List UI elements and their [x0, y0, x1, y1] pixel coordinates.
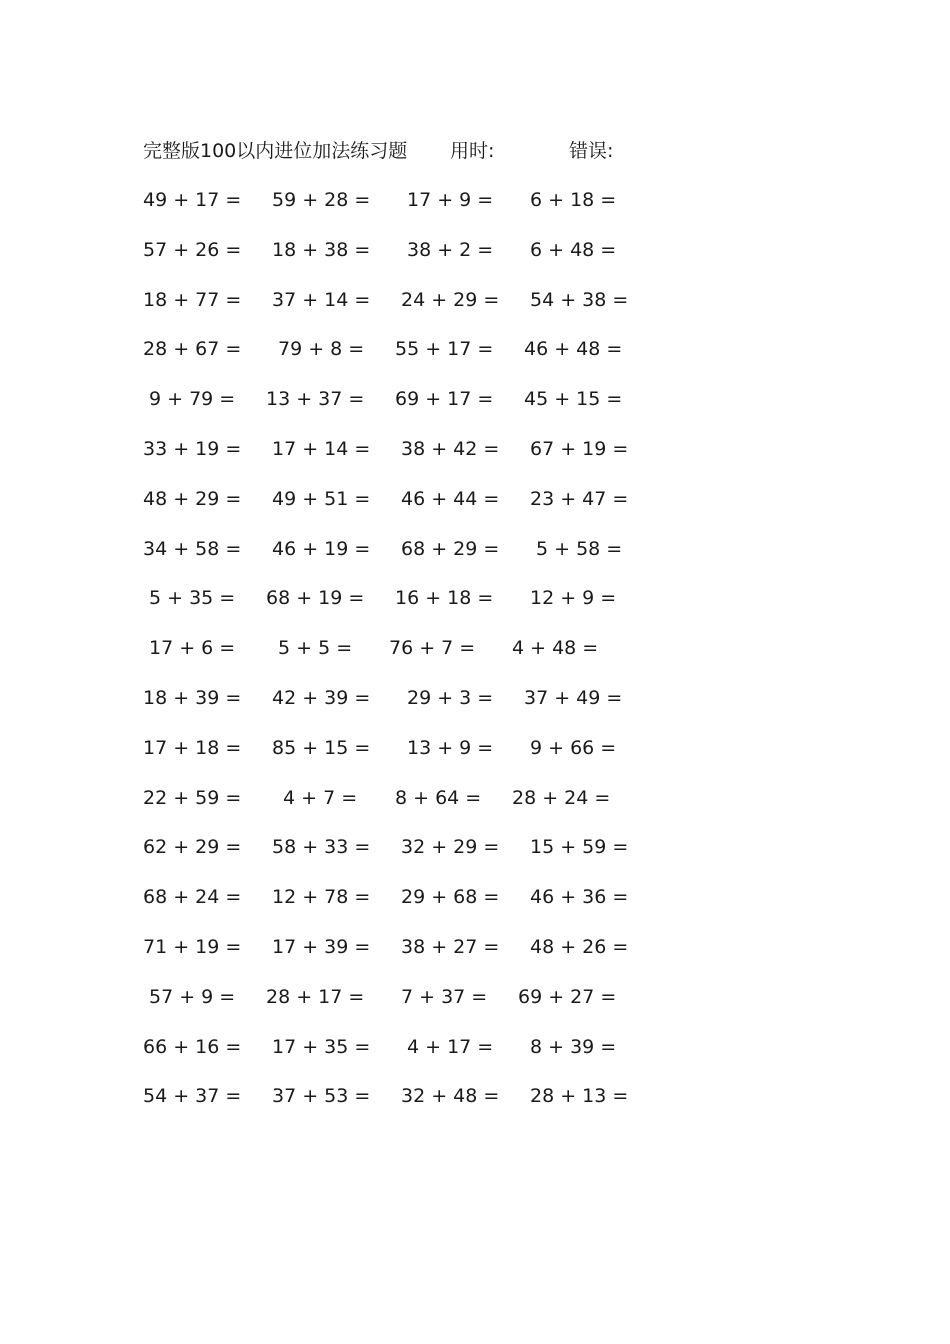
addition-problem: 67 + 19 =	[530, 437, 629, 460]
addition-problem: 4 + 7 =	[283, 786, 358, 809]
addition-problem: 12 + 78 =	[272, 886, 371, 909]
time-used-label: 用时:	[450, 140, 495, 162]
problem-row	[143, 581, 663, 631]
problem-row	[143, 382, 663, 432]
addition-problem: 12 + 9 =	[530, 587, 617, 610]
addition-problem: 62 + 29 =	[143, 836, 242, 859]
problem-row	[143, 830, 663, 880]
addition-problem: 46 + 44 =	[401, 487, 500, 510]
addition-problem: 57 + 9 =	[149, 985, 236, 1008]
addition-problem: 42 + 39 =	[272, 686, 371, 709]
addition-problem: 34 + 58 =	[143, 537, 242, 560]
problem-row	[143, 183, 663, 233]
addition-problem: 17 + 39 =	[272, 935, 371, 958]
addition-problem: 71 + 19 =	[143, 935, 242, 958]
problem-row	[143, 980, 663, 1030]
error-count-label: 错误:	[569, 140, 614, 162]
addition-problem: 45 + 15 =	[524, 388, 623, 411]
addition-problem: 58 + 33 =	[272, 836, 371, 859]
addition-problem: 54 + 37 =	[143, 1085, 242, 1108]
addition-problem: 17 + 35 =	[272, 1035, 371, 1058]
addition-problem: 29 + 68 =	[401, 886, 500, 909]
addition-problem: 28 + 17 =	[266, 985, 365, 1008]
addition-problem: 48 + 26 =	[530, 935, 629, 958]
addition-problem: 33 + 19 =	[143, 437, 242, 460]
problem-row	[143, 930, 663, 980]
addition-problem: 13 + 37 =	[266, 388, 365, 411]
addition-problem: 17 + 14 =	[272, 437, 371, 460]
addition-problem: 37 + 49 =	[524, 686, 623, 709]
addition-problem: 48 + 29 =	[143, 487, 242, 510]
addition-problem: 7 + 37 =	[401, 985, 488, 1008]
addition-problem: 68 + 24 =	[143, 886, 242, 909]
addition-problem: 85 + 15 =	[272, 736, 371, 759]
addition-problem: 69 + 27 =	[518, 985, 617, 1008]
problem-row	[143, 482, 663, 532]
addition-problem: 17 + 6 =	[149, 637, 236, 660]
problem-row	[143, 631, 663, 681]
addition-problem: 6 + 48 =	[530, 238, 617, 261]
addition-problem: 24 + 29 =	[401, 288, 500, 311]
addition-problem: 38 + 42 =	[401, 437, 500, 460]
addition-problem: 9 + 79 =	[149, 388, 236, 411]
addition-problem: 68 + 29 =	[401, 537, 500, 560]
addition-problem: 4 + 17 =	[407, 1035, 494, 1058]
addition-problem: 5 + 35 =	[149, 587, 236, 610]
addition-problem: 38 + 27 =	[401, 935, 500, 958]
problem-row	[143, 1079, 663, 1129]
addition-problem: 32 + 48 =	[401, 1085, 500, 1108]
addition-problem: 57 + 26 =	[143, 238, 242, 261]
addition-problem: 66 + 16 =	[143, 1035, 242, 1058]
addition-problem: 29 + 3 =	[407, 686, 494, 709]
addition-problem: 17 + 18 =	[143, 736, 242, 759]
problem-row	[143, 283, 663, 333]
addition-problem: 18 + 77 =	[143, 288, 242, 311]
problem-row	[143, 731, 663, 781]
addition-problem: 38 + 2 =	[407, 238, 494, 261]
addition-problem: 32 + 29 =	[401, 836, 500, 859]
addition-problem: 16 + 18 =	[395, 587, 494, 610]
addition-problem: 4 + 48 =	[512, 637, 599, 660]
addition-problem: 79 + 8 =	[278, 338, 365, 361]
addition-problem: 76 + 7 =	[389, 637, 476, 660]
addition-problem: 69 + 17 =	[395, 388, 494, 411]
addition-problem: 8 + 64 =	[395, 786, 482, 809]
addition-problem: 8 + 39 =	[530, 1035, 617, 1058]
addition-problem: 46 + 48 =	[524, 338, 623, 361]
addition-problem: 49 + 17 =	[143, 189, 242, 211]
problem-row	[143, 781, 663, 831]
problem-row	[143, 681, 663, 731]
addition-problem: 13 + 9 =	[407, 736, 494, 759]
addition-problem: 17 + 9 =	[407, 189, 494, 211]
addition-problem: 68 + 19 =	[266, 587, 365, 610]
addition-problem: 15 + 59 =	[530, 836, 629, 859]
addition-problem: 5 + 58 =	[536, 537, 623, 560]
addition-problem: 37 + 14 =	[272, 288, 371, 311]
addition-problem: 28 + 13 =	[530, 1085, 629, 1108]
addition-problem: 49 + 51 =	[272, 487, 371, 510]
problem-row	[143, 532, 663, 582]
addition-problem: 28 + 67 =	[143, 338, 242, 361]
worksheet-title: 完整版100以内进位加法练习题	[143, 140, 408, 162]
problem-row	[143, 432, 663, 482]
addition-problem: 18 + 38 =	[272, 238, 371, 261]
addition-problem: 55 + 17 =	[395, 338, 494, 361]
addition-problem: 23 + 47 =	[530, 487, 629, 510]
addition-problem: 28 + 24 =	[512, 786, 611, 809]
problem-row	[143, 1030, 663, 1080]
addition-problem: 22 + 59 =	[143, 786, 242, 809]
problem-row	[143, 332, 663, 382]
addition-problem: 54 + 38 =	[530, 288, 629, 311]
problem-row	[143, 880, 663, 930]
addition-problem: 37 + 53 =	[272, 1085, 371, 1108]
problem-row	[143, 233, 663, 283]
problem-grid	[143, 183, 663, 1129]
addition-problem: 9 + 66 =	[530, 736, 617, 759]
addition-problem: 5 + 5 =	[278, 637, 353, 660]
addition-problem: 46 + 36 =	[530, 886, 629, 909]
addition-problem: 59 + 28 =	[272, 189, 371, 211]
addition-problem: 6 + 18 =	[530, 189, 617, 211]
addition-problem: 46 + 19 =	[272, 537, 371, 560]
addition-problem: 18 + 39 =	[143, 686, 242, 709]
